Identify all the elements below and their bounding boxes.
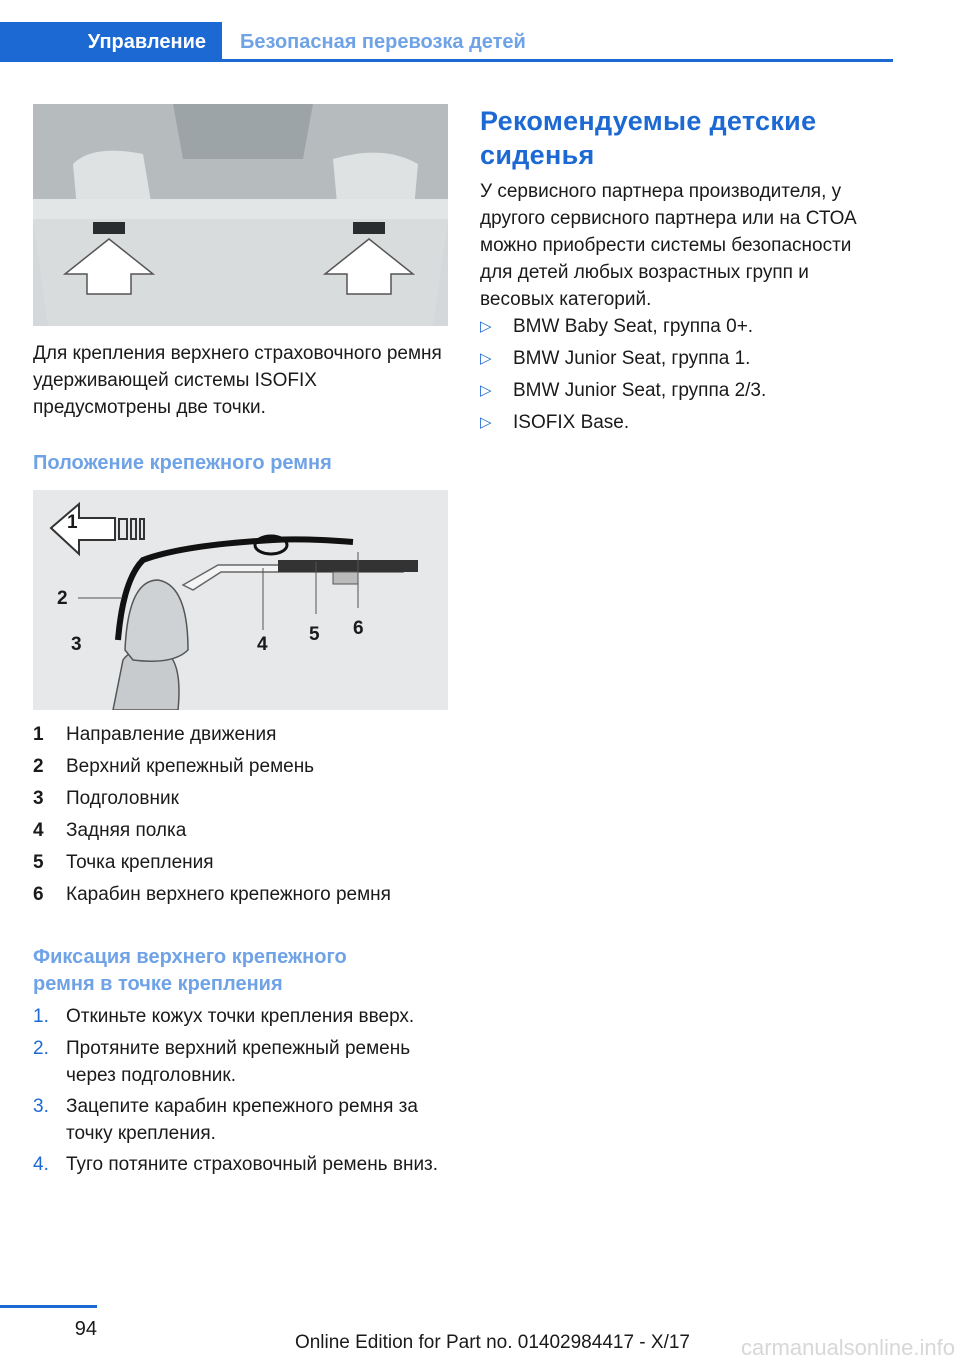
list-item (33, 785, 448, 812)
diagram-label-4: 4 (257, 634, 268, 655)
rear-shelf-photo (33, 104, 448, 326)
legend-number: 6 (33, 884, 44, 905)
diagram-label-2: 2 (57, 588, 68, 609)
legend-text: Задняя полка (66, 820, 187, 841)
list-item (480, 313, 880, 340)
legend-text: Подголовник (66, 788, 179, 809)
list-item (33, 1151, 448, 1205)
fixing-heading: Фиксация верхнего крепежного ремня в точке крепления (33, 946, 347, 995)
list-item (33, 1003, 448, 1030)
list-item (480, 345, 880, 372)
legend-number: 2 (33, 756, 44, 777)
bullet-text: ISOFIX Base. (513, 412, 630, 433)
list-item (33, 817, 448, 844)
bullet-text: BMW Baby Seat, группа 0+. (513, 316, 754, 337)
step-number: 3. (33, 1096, 49, 1117)
triangle-right-outline-icon: ▷ (480, 382, 492, 399)
recommended-heading: Рекомендуемые детские сиденья (480, 106, 817, 170)
breadcrumb[interactable]: Безопасная перевозка детей (240, 31, 526, 53)
triangle-right-outline-icon: ▷ (480, 350, 492, 367)
legend-number: 3 (33, 788, 44, 809)
diagram-label-5: 5 (309, 624, 320, 645)
list-item (480, 409, 880, 436)
list-item (33, 849, 448, 876)
bullet-text: BMW Junior Seat, группа 2/3. (513, 380, 767, 401)
list-item (33, 881, 448, 908)
tether-diagram (33, 490, 448, 710)
list-item (33, 753, 448, 780)
step-number: 4. (33, 1154, 49, 1175)
watermark-text: carmanualsonline.info (740, 1335, 955, 1360)
legend-text: Направление движения (66, 724, 277, 745)
legend-number: 1 (33, 724, 44, 745)
triangle-right-outline-icon: ▷ (480, 414, 492, 431)
page-number: 94 (74, 1318, 97, 1340)
legend-text: Карабин верхнего крепежного ремня (66, 884, 391, 905)
diagram-label-3: 3 (71, 634, 82, 655)
intro-paragraph: Для крепления верхнего страховочного ремня удерживающей системы ISOFIX предусмотрены две точки. (33, 343, 442, 418)
step-number: 2. (33, 1038, 49, 1059)
step-number: 1. (33, 1006, 49, 1027)
list-item (480, 377, 880, 404)
list-item (33, 1035, 448, 1089)
list-item (33, 1093, 448, 1147)
recommended-paragraph: У сервисного партнера производителя, у другого сервисного партнера или на СТОА можно приобрести системы безопасности для детей любых возрастных групп и весовых категорий. (480, 181, 857, 310)
position-heading: Положение крепежного ремня (33, 452, 332, 474)
diagram-label-1: 1 (67, 512, 78, 533)
diagram-label-6: 6 (353, 618, 364, 639)
step-text: Откиньте кожух точки крепления вверх. (66, 1006, 415, 1027)
list-item (33, 721, 448, 748)
step-text: Туго потяните страховочный ремень вниз. (66, 1154, 439, 1175)
footer-rule (0, 1305, 97, 1308)
legend-number: 5 (33, 852, 44, 873)
step-text: Протяните верхний крепежный ремень через подголовник. (66, 1038, 411, 1086)
step-text: Зацепите карабин крепежного ремня за точку крепления. (66, 1096, 418, 1144)
legend-text: Точка крепления (66, 852, 214, 873)
header-section-tab[interactable]: Управление (0, 22, 222, 62)
bullet-text: BMW Junior Seat, группа 1. (513, 348, 751, 369)
edition-text: Online Edition for Part no. 01402984417 - X/17 (294, 1332, 690, 1353)
legend-text: Верхний крепежный ремень (66, 756, 315, 777)
legend-number: 4 (33, 820, 44, 841)
triangle-right-outline-icon: ▷ (480, 318, 492, 335)
